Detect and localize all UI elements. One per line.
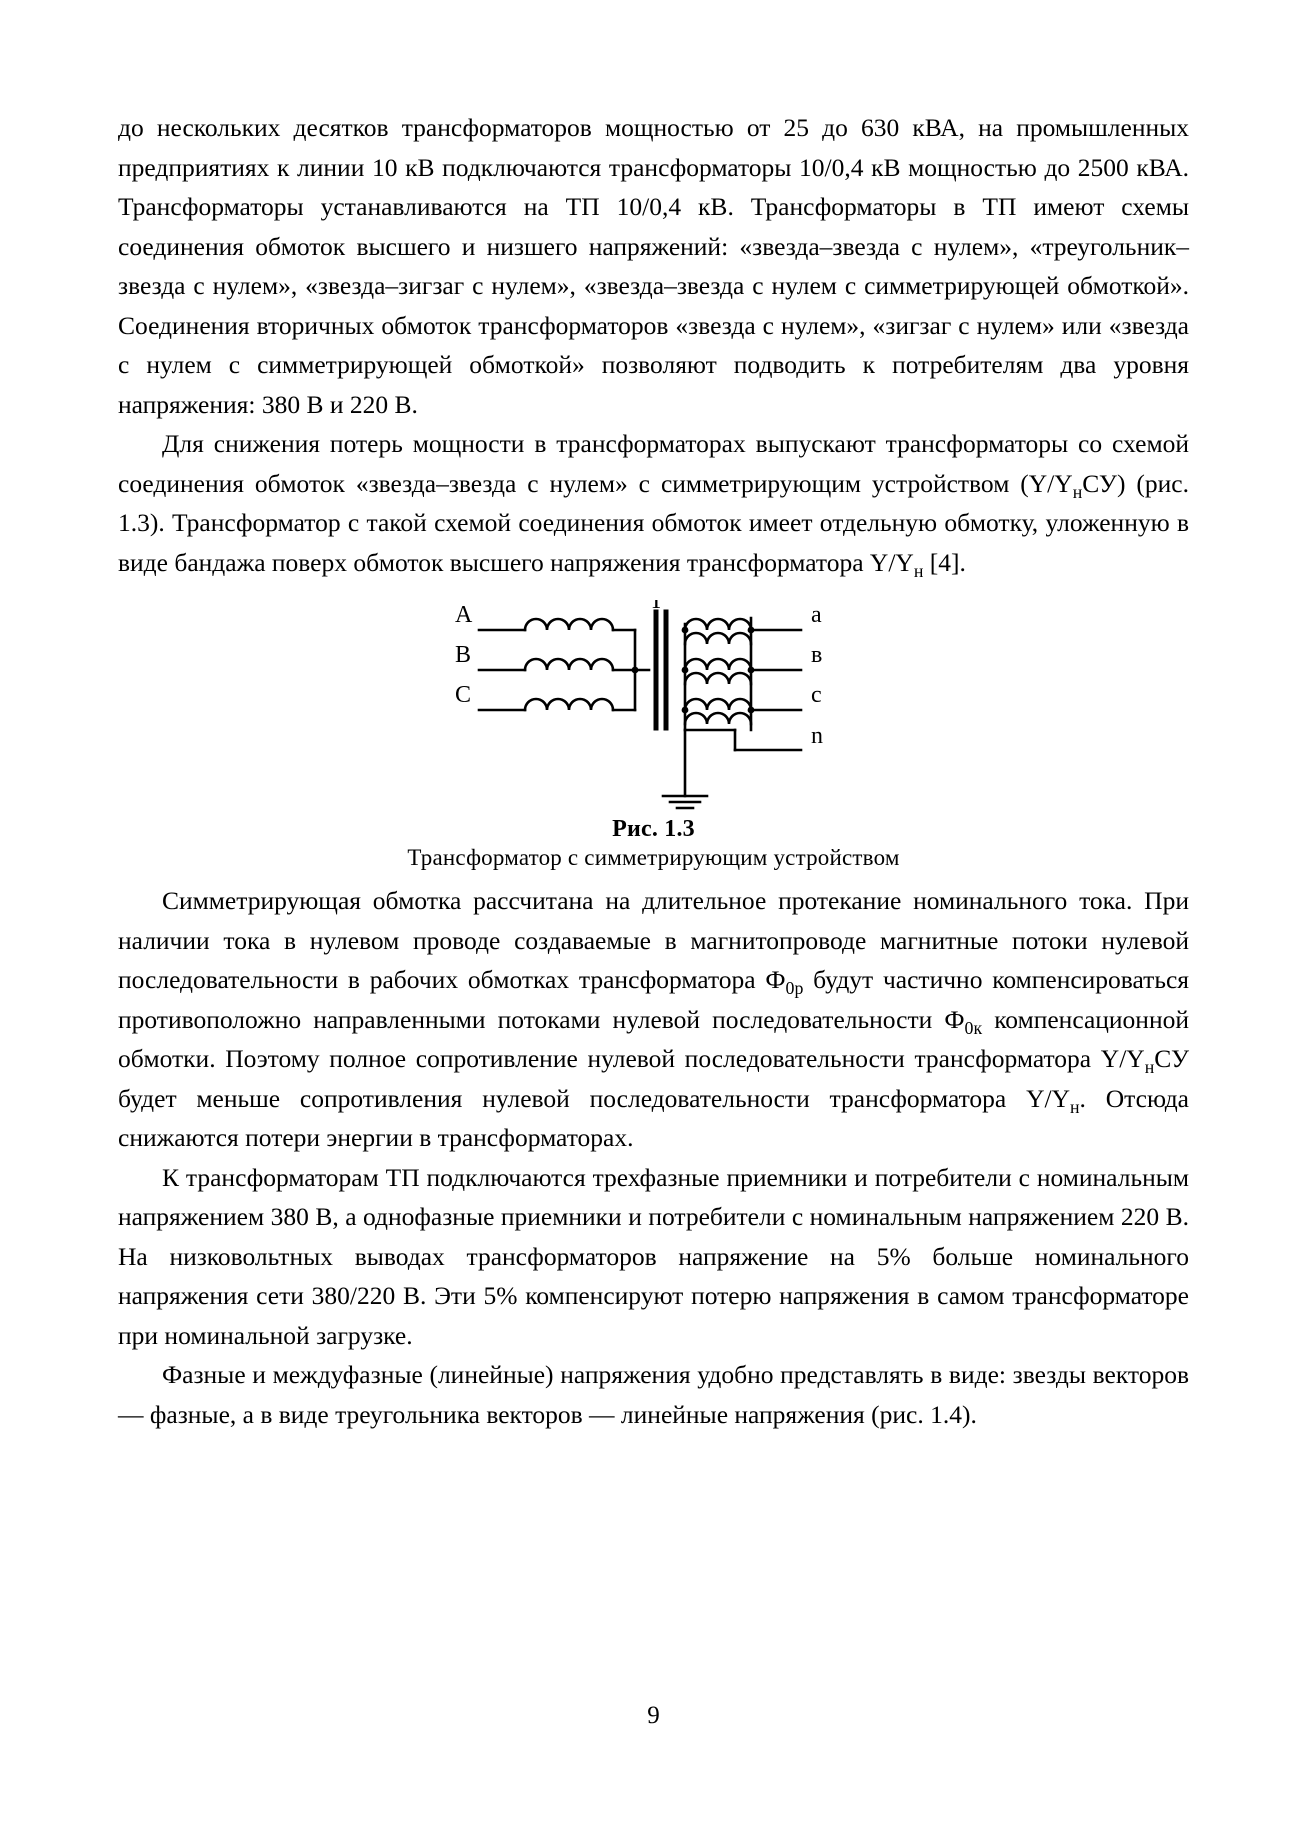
figure-caption-title: Рис. 1.3 bbox=[612, 816, 695, 842]
label-phase-a: A bbox=[454, 602, 472, 628]
paragraph-1: до нескольких десятков трансформаторов мощностью от 25 до 630 кВА, на промышленных предприятиях к линии 10 кВ подключаются трансформаторы 10/0,4 кВ мощностью до 2500 кВА. Трансформаторы устанавливаются на ТП 10/0,4 кВ. Трансформаторы в ТП имеют схемы соединения обмоток высшего и низшего напряжений: «звезда–звезда с нулем», «треугольник–звезда с нулем», «звезда–зигзаг с нулем», «звезда–звезда с нулем с симметрирующей обмоткой». Соединения вторичных обмоток трансформаторов «звезда с нулем», «зигзаг с нулем» или «звезда с нулем с симметрирующей обмоткой» позволяют подводить к потребителям два уровня напряжения: 380 В и 220 В. bbox=[118, 113, 1189, 419]
paragraph-2: Для снижения потерь мощности в трансформаторах выпускают трансформаторы со схемой соединения обмоток «звезда–звезда с нулем» с симметрирующим устройством $(Y/Y_нСУ)$ (рис. 1.3). Трансформатор с такой схемой соединения обмоток имеет отдельную обмотку, уложенную в виде бандажа поверх обмоток высшего напряжения трансформатора $Y/Y_н$ [4]. bbox=[118, 429, 1189, 581]
label-phase-c: C bbox=[454, 682, 471, 708]
spacer bbox=[118, 871, 1189, 881]
paragraph-5: Фазные и междуфазные (линейные) напряжения удобно представлять в виде: звезды векторов — фазные, а в виде треугольника векторов — линейные напряжения (рис. 1.4). bbox=[118, 1360, 1189, 1429]
paragraph-3: Симметрирующая обмотка рассчитана на длительное протекание номинального тока. При наличии тока в нулевом проводе создаваемые в магнитопроводе магнитные потоки нулевой последовательности в рабочих обмотках трансформатора $Ф_{0р}$ будут частично компенсироваться противоположно направленными потоками нулевой последовательности $Ф_{0к}$ компенсационной обмотки. Поэтому полное сопротивление нулевой последовательности трансформатора $Y/Y_нСУ$ будет меньше сопротивления нулевой последовательности трансформатора $Y/Y_н$. Отсюда снижаются потери энергии в трансформаторах. bbox=[118, 886, 1189, 1152]
page-content bbox=[118, 108, 1189, 1434]
figure-caption-subtitle: Трансформатор с симметрирующим устройством bbox=[407, 845, 900, 870]
label-secondary-n: n bbox=[810, 723, 823, 749]
label-terminal-t: Т bbox=[648, 600, 664, 614]
transformer-schematic-diagram bbox=[449, 600, 869, 810]
label-secondary-b: в bbox=[810, 642, 822, 668]
paragraph-4: К трансформаторам ТП подключаются трехфазные приемники и потребители с номинальным напряжением 380 В, а однофазные приемники и потребители с номинальным напряжением 220 В. На низковольтных выводах трансформаторов напряжение на 5% больше номинального напряжения сети 380/220 В. Эти 5% компенсируют потерю напряжения в самом трансформаторе при номинальной загрузке. bbox=[118, 1162, 1189, 1350]
figure-1-3 bbox=[118, 600, 1189, 871]
label-phase-b: B bbox=[454, 642, 471, 668]
page-number: 9 bbox=[647, 1702, 660, 1729]
label-secondary-c: c bbox=[810, 682, 822, 708]
label-secondary-a: a bbox=[810, 602, 822, 628]
